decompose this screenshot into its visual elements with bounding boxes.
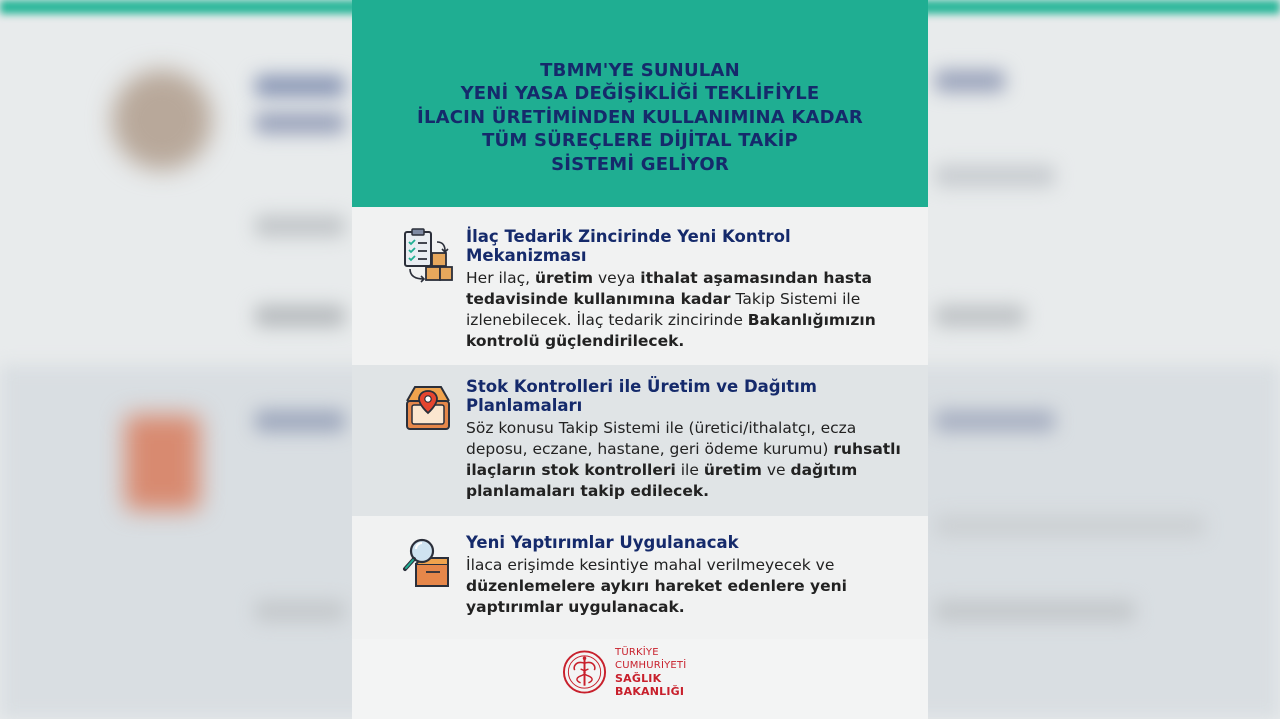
bold-text-run: ruhsatlı ilaçların stok kontrolleri — [466, 440, 901, 479]
clipboard-boxes-icon — [402, 227, 454, 283]
infographic-header — [352, 0, 928, 207]
text-run: Söz konusu Takip Sistemi ile (üretici/ithalatçı, ecza deposu, eczane, hastane, geri ödeme kurumu) — [466, 419, 857, 458]
section-sanctions — [352, 516, 928, 639]
text-run: ile — [675, 461, 704, 479]
bold-text-run: üretim — [534, 269, 594, 287]
section-supply-chain — [352, 207, 928, 365]
ministry-emblem-icon — [562, 649, 607, 695]
bold-text-run: dağıtım planlamaları takip edilecek. — [466, 461, 858, 500]
section-title: Stok Kontrolleri ile Üretim ve Dağıtım Planlamaları — [466, 377, 817, 415]
section-body — [466, 555, 906, 618]
text-run: Takip Sistemi ile izlenebilecek. İlaç tedarik zincirinde — [466, 290, 861, 329]
header-line: TBMM'YE SUNULAN — [540, 59, 740, 81]
text-run: Her ilaç, — [466, 269, 535, 287]
text-run: veya — [593, 269, 641, 287]
header-line: İLACIN ÜRETİMİNDEN KULLANIMINA KADAR — [417, 106, 863, 128]
section-title: İlaç Tedarik Zincirinde Yeni Kontrol Mekanizması — [466, 227, 791, 265]
bold-text-run: üretim — [703, 461, 762, 479]
text-run: İlaca erişimde kesintiye mahal verilmeyecek ve — [466, 556, 835, 574]
header-line: YENİ YASA DEĞİŞİKLİĞİ TEKLİFİYLE — [460, 83, 820, 105]
location-box-icon — [402, 381, 454, 437]
section-body — [466, 268, 906, 352]
section-title: Yeni Yaptırımlar Uygulanacak — [466, 533, 739, 552]
header-line: SİSTEMİ GELİYOR — [551, 153, 729, 175]
infographic-card — [352, 0, 928, 719]
header-line: TÜM SÜREÇLERE DİJİTAL TAKİP — [482, 130, 798, 152]
magnifier-box-icon — [402, 534, 454, 590]
logo-line-1: TÜRKİYE CUMHURİYETİ — [615, 647, 687, 671]
ministry-logo — [562, 648, 732, 696]
text-run: ve — [761, 461, 791, 479]
section-stock-control — [352, 365, 928, 516]
logo-line-2: SAĞLIK BAKANLIĞI — [615, 672, 685, 698]
bold-text-run: ithalat aşamasından hasta tedavisinde kullanımına kadar — [466, 269, 872, 308]
bold-text-run: Bakanlığımızın kontrolü güçlendirilecek. — [466, 311, 876, 350]
section-body — [466, 418, 906, 502]
bold-text-run: düzenlemelere aykırı hareket edenlere yeni yaptırımlar uygulanacak. — [466, 577, 847, 616]
